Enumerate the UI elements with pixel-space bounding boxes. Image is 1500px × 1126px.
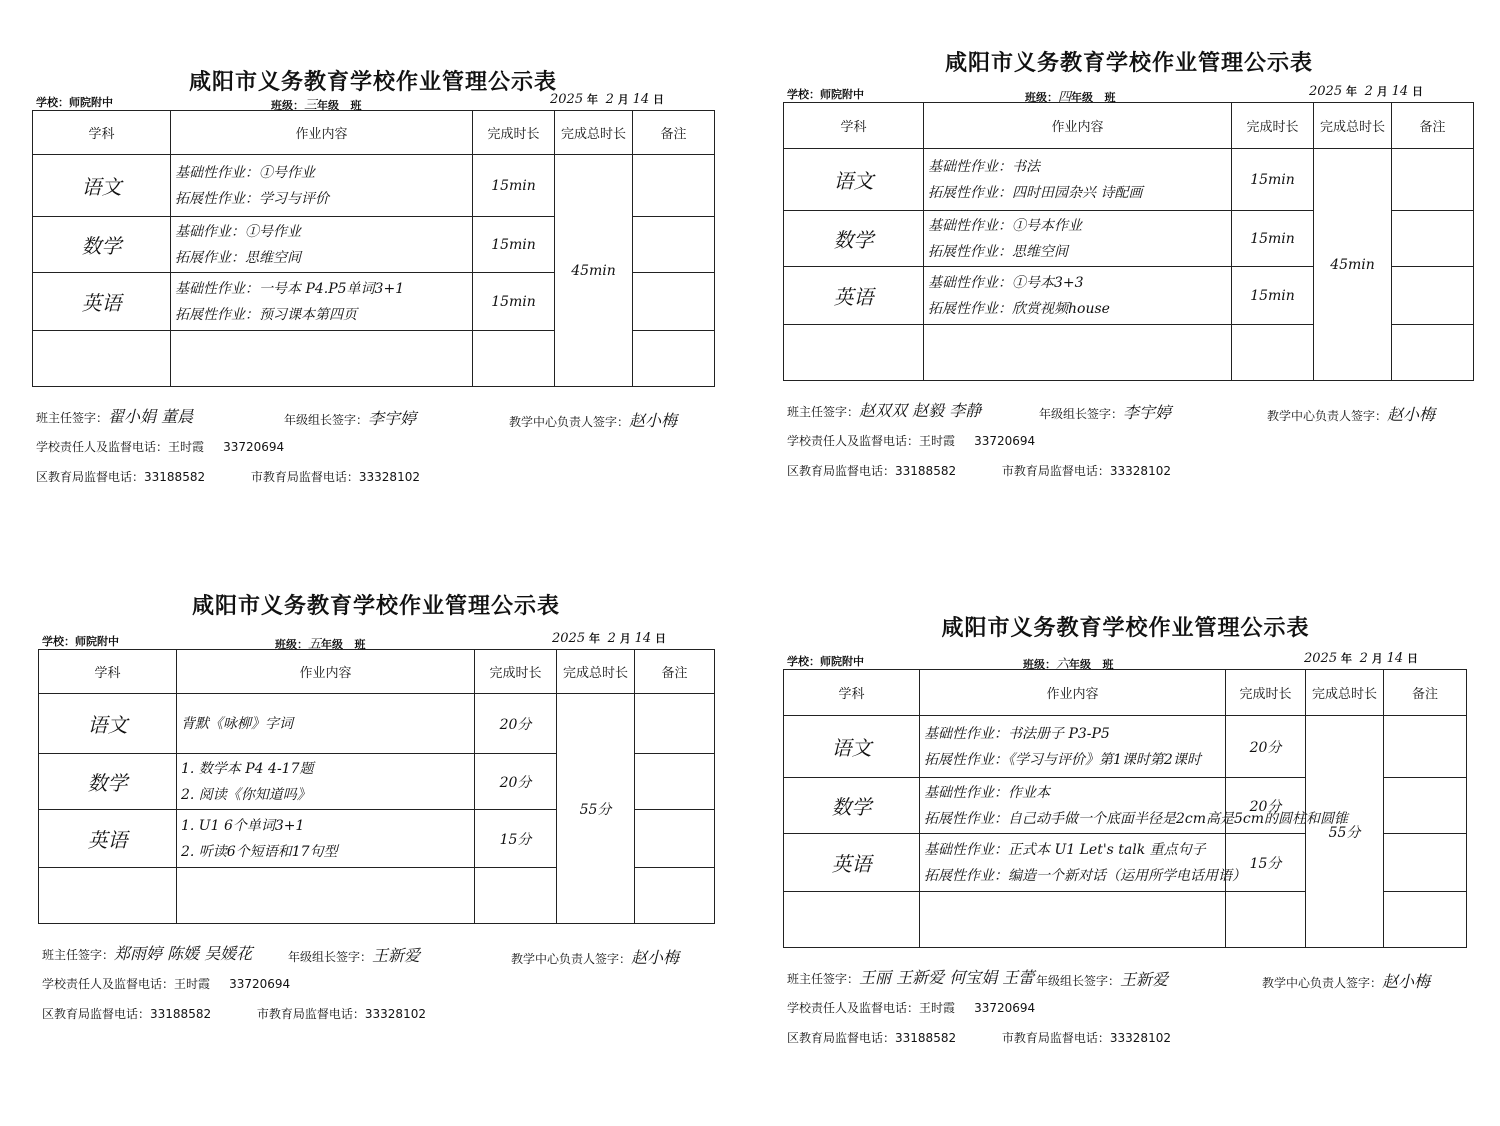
grade-value: 三 [304,98,318,113]
district-phone-label: 区教育局监督电话： [36,470,145,484]
content-line: 拓展性作业：自己动手做一个底面半径是2cm高是5cm的圆柱和圆锥 [924,810,1349,827]
table-header-row [784,103,1474,149]
school-field [787,86,864,102]
grade-leader-label: 年级组长签字： [1036,974,1121,988]
header-total: 完成总时长 [555,111,633,155]
content-cell [171,273,473,331]
school-value: 师院附中 [820,655,864,668]
head-teacher-label: 班主任签字： [42,948,115,962]
header-subject: 学科 [39,650,177,694]
date-year: 2025 [1304,651,1338,666]
duration-cell: 20分 [475,694,557,754]
table-row [33,155,715,217]
date-month: 2 [1359,651,1368,666]
grade-leader-field [1036,967,1168,990]
head-teacher-label: 班主任签字： [787,972,860,986]
signature-line [787,965,1034,988]
school-label: 学校： [36,96,69,109]
duration-cell: 20分 [475,754,557,810]
table-row [784,149,1474,211]
grade-leader-signature: 李宇婷 [1123,403,1172,422]
content-line: 基础性作业：①号本3+3 [928,274,1084,291]
supervisor-label: 学校责任人及监督电话： [787,434,920,448]
header-duration: 完成时长 [1226,670,1306,716]
content-line: 拓展性作业：编造一个新对话（运用所学电话用语） [924,867,1246,884]
grade-leader-signature: 王新爱 [1120,970,1169,989]
duration-cell: 15min [473,273,555,331]
grade-suffix: 年级 [321,638,344,651]
head-teacher-signature: 王丽 王新爱 何宝娟 王蕾 [859,968,1035,987]
class-suffix: 班 [354,638,366,651]
center-leader-field [511,945,679,968]
district-phone: 33188582 [150,1007,212,1021]
grade-leader-field [284,406,416,429]
district-phone: 33188582 [895,464,957,478]
header-remark: 备注 [1384,670,1467,716]
head-teacher-label: 班主任签字： [787,405,860,419]
homework-table [32,110,715,387]
city-phone: 33328102 [358,470,420,484]
content-cell [171,217,473,273]
duration-cell: 15分 [1226,834,1306,892]
grade-value: 六 [1056,657,1070,672]
content-line: 2. 阅读《你知道吗》 [181,786,311,803]
remark-cell [1384,834,1467,892]
date-day: 14 [1386,651,1404,666]
date-field [1309,83,1423,99]
content-line: 1. 数学本 P4 4-17题 [181,760,314,777]
supervisor-line [787,999,1035,1016]
school-field [787,653,864,669]
year-unit: 年 [1345,85,1357,98]
content-line: 拓展性作业：学习与评价 [175,190,329,207]
district-phone-label: 区教育局监督电话： [787,464,896,478]
subject-cell: 数学 [39,754,177,810]
grade-leader-label: 年级组长签字： [288,950,373,964]
grade-value: 四 [1058,90,1072,105]
content-line: 基础性作业：正式本 U1 Let's talk 重点句子 [924,841,1206,858]
total-cell: 45min [555,155,633,387]
city-phone-label: 市教育局监督电话： [1001,464,1110,478]
day-unit: 日 [1406,652,1418,665]
total-cell: 55分 [1306,716,1384,948]
duration-cell: 15min [1232,267,1314,325]
remark-cell [1392,211,1474,267]
class-suffix: 班 [1104,91,1116,104]
city-phone: 33328102 [1109,1031,1171,1045]
school-field [36,94,113,110]
homework-sheet [38,585,714,1045]
empty-cell [1384,892,1467,948]
empty-cell [39,868,177,924]
content-line: 拓展性作业：思维空间 [928,243,1068,260]
table-header-row [784,670,1467,716]
date-day: 14 [632,92,650,107]
subject-cell: 英语 [784,267,924,325]
content-line: 基础性作业：一号本 P4.P5单词3+1 [175,280,405,297]
subject-cell: 英语 [784,834,920,892]
head-teacher-label: 班主任签字： [36,411,109,425]
class-label: 班级： [271,99,304,112]
subject-cell: 语文 [33,155,171,217]
grade-leader-label: 年级组长签字： [1039,407,1124,421]
school-value: 师院附中 [820,88,864,101]
content-line: 基础作业：①号作业 [175,223,301,240]
date-month: 2 [607,631,616,646]
date-year: 2025 [1309,84,1343,99]
empty-cell [635,868,715,924]
center-leader-label: 教学中心负责人签字： [509,415,630,429]
supervisor-line [42,975,290,992]
supervisor-name: 王时霞 [919,434,956,448]
district-phone-label: 区教育局监督电话： [42,1007,151,1021]
header-content: 作业内容 [924,103,1232,149]
header-total: 完成总时长 [1314,103,1392,149]
month-unit: 月 [617,93,629,106]
content-line: 拓展性作业：四时田园杂兴 诗配画 [928,184,1143,201]
head-teacher-signature: 赵双双 赵毅 李静 [859,401,982,420]
supervisor-label: 学校责任人及监督电话： [36,440,169,454]
center-leader-signature: 赵小梅 [1382,972,1431,991]
remark-cell [1384,778,1467,834]
head-teacher-signature: 郑雨婷 陈媛 吴媛花 [114,944,253,963]
supervisor-name: 王时霞 [168,440,205,454]
school-field [42,633,119,649]
phone-line [787,462,1171,479]
table-row [39,694,715,754]
school-label: 学校： [787,655,820,668]
table-row [784,716,1467,778]
empty-cell [924,325,1232,381]
center-leader-label: 教学中心负责人签字： [1262,976,1383,990]
subject-cell: 数学 [784,778,920,834]
class-label: 班级： [275,638,308,651]
header-content: 作业内容 [177,650,475,694]
date-day: 14 [634,631,652,646]
total-cell: 45min [1314,149,1392,381]
school-value: 师院附中 [75,635,119,648]
class-label: 班级： [1025,91,1058,104]
year-unit: 年 [1340,652,1352,665]
header-remark: 备注 [1392,103,1474,149]
content-line: 基础性作业：书法 [928,158,1040,175]
date-month: 2 [1364,84,1373,99]
district-phone: 33188582 [895,1031,957,1045]
date-field [552,630,666,646]
date-day: 14 [1391,84,1409,99]
empty-cell [473,331,555,387]
content-cell [924,149,1232,211]
content-line: 背默《咏柳》字词 [181,715,293,732]
content-cell [177,694,475,754]
remark-cell [633,217,715,273]
class-suffix: 班 [1102,658,1114,671]
sheet-title: 咸阳市义务教育学校作业管理公示表 [188,70,557,95]
signature-line [787,398,981,421]
city-phone-label: 市教育局监督电话： [250,470,359,484]
subject-cell: 语文 [784,149,924,211]
month-unit: 月 [1376,85,1388,98]
homework-sheet [783,607,1468,1067]
city-phone: 33328102 [1109,464,1171,478]
header-subject: 学科 [784,103,924,149]
empty-cell [633,331,715,387]
phone-line [787,1029,1171,1046]
duration-cell: 15min [1232,211,1314,267]
city-phone-label: 市教育局监督电话： [1001,1031,1110,1045]
head-teacher-signature: 翟小娟 董晨 [108,407,194,426]
empty-cell [1392,325,1474,381]
supervisor-line [36,438,284,455]
header-subject: 学科 [33,111,171,155]
remark-cell [635,810,715,868]
duration-cell: 15min [473,217,555,273]
header-total: 完成总时长 [557,650,635,694]
content-cell [924,211,1232,267]
supervisor-line [787,432,1035,449]
duration-cell: 15min [473,155,555,217]
center-leader-signature: 赵小梅 [629,411,678,430]
content-line: 基础性作业：①号本作业 [928,217,1082,234]
duration-cell: 20分 [1226,716,1306,778]
homework-table [783,669,1467,948]
header-duration: 完成时长 [473,111,555,155]
homework-sheet [32,45,714,505]
grade-leader-field [1039,400,1171,423]
grade-value: 五 [308,637,322,652]
homework-table [38,649,715,924]
empty-cell [784,892,920,948]
empty-cell [1226,892,1306,948]
duration-cell: 15分 [475,810,557,868]
month-unit: 月 [1371,652,1383,665]
school-value: 师院附中 [69,96,113,109]
empty-cell [177,868,475,924]
content-line: 拓展作业：思维空间 [175,249,301,266]
content-line: 1. U1 6个单词3+1 [181,817,305,834]
header-content: 作业内容 [171,111,473,155]
center-leader-label: 教学中心负责人签字： [511,952,632,966]
center-leader-field [1262,969,1430,992]
homework-sheet [783,40,1475,500]
supervisor-name: 王时霞 [174,977,211,991]
empty-cell [475,868,557,924]
content-line: 拓展性作业：欣赏视频house [928,300,1110,317]
sheet-title: 咸阳市义务教育学校作业管理公示表 [944,51,1313,76]
grade-leader-label: 年级组长签字： [284,413,369,427]
duration-cell: 15min [1232,149,1314,211]
district-phone-label: 区教育局监督电话： [787,1031,896,1045]
header-content: 作业内容 [920,670,1226,716]
grade-leader-signature: 李宇婷 [368,409,417,428]
subject-cell: 语文 [39,694,177,754]
month-unit: 月 [619,632,631,645]
remark-cell [1392,267,1474,325]
day-unit: 日 [1411,85,1423,98]
supervisor-label: 学校责任人及监督电话： [42,977,175,991]
district-phone: 33188582 [144,470,206,484]
subject-cell: 数学 [784,211,924,267]
date-field [1304,650,1418,666]
grade-leader-signature: 王新爱 [372,946,421,965]
empty-cell [171,331,473,387]
content-line: 拓展性作业：《学习与评价》第1课时第2课时 [924,751,1201,768]
subject-cell: 数学 [33,217,171,273]
center-leader-label: 教学中心负责人签字： [1267,409,1388,423]
sheet-title: 咸阳市义务教育学校作业管理公示表 [191,594,560,619]
empty-cell [33,331,171,387]
content-line: 基础性作业：书法册子 P3-P5 [924,725,1110,742]
class-label: 班级： [1023,658,1056,671]
subject-cell: 语文 [784,716,920,778]
center-leader-field [1267,402,1435,425]
supervisor-phone: 33720694 [974,434,1036,448]
supervisor-name: 王时霞 [919,1001,956,1015]
date-month: 2 [605,92,614,107]
content-cell [177,810,475,868]
remark-cell [633,155,715,217]
date-year: 2025 [550,92,584,107]
supervisor-phone: 33720694 [229,977,291,991]
remark-cell [1384,716,1467,778]
sheet-title: 咸阳市义务教育学校作业管理公示表 [941,616,1310,641]
table-header-row [33,111,715,155]
empty-cell [1232,325,1314,381]
supervisor-phone: 33720694 [223,440,285,454]
total-cell: 55分 [557,694,635,924]
content-cell [920,716,1226,778]
content-cell [920,834,1246,892]
header-subject: 学科 [784,670,920,716]
grade-suffix: 年级 [1071,91,1094,104]
day-unit: 日 [654,632,666,645]
header-remark: 备注 [633,111,715,155]
year-unit: 年 [586,93,598,106]
empty-cell [784,325,924,381]
school-label: 学校： [42,635,75,648]
subject-cell: 英语 [33,273,171,331]
signature-line [36,404,193,427]
table-header-row [39,650,715,694]
duration-cell: 20分 [1226,778,1306,834]
remark-cell [1392,149,1474,211]
year-unit: 年 [588,632,600,645]
content-line: 拓展性作业：预习课本第四页 [175,306,357,323]
phone-line [36,468,420,485]
center-leader-signature: 赵小梅 [631,948,680,967]
content-line: 基础性作业：作业本 [924,784,1050,801]
center-leader-field [509,408,677,431]
grade-suffix: 年级 [1069,658,1092,671]
remark-cell [635,754,715,810]
phone-line [42,1005,426,1022]
class-suffix: 班 [350,99,362,112]
homework-table [783,102,1474,381]
date-year: 2025 [552,631,586,646]
empty-cell [920,892,1226,948]
content-line: 2. 听读6个短语和17句型 [181,843,338,860]
grade-leader-field [288,943,420,966]
content-cell [177,754,475,810]
header-duration: 完成时长 [475,650,557,694]
content-cell [924,267,1232,325]
remark-cell [635,694,715,754]
city-phone: 33328102 [364,1007,426,1021]
content-line: 基础性作业：①号作业 [175,164,315,181]
grade-suffix: 年级 [317,99,340,112]
content-cell [171,155,473,217]
city-phone-label: 市教育局监督电话： [256,1007,365,1021]
supervisor-phone: 33720694 [974,1001,1036,1015]
school-label: 学校： [787,88,820,101]
signature-line [42,941,252,964]
date-field [550,91,664,107]
supervisor-label: 学校责任人及监督电话： [787,1001,920,1015]
day-unit: 日 [652,93,664,106]
subject-cell: 英语 [39,810,177,868]
remark-cell [633,273,715,331]
header-total: 完成总时长 [1306,670,1384,716]
header-remark: 备注 [635,650,715,694]
center-leader-signature: 赵小梅 [1387,405,1436,424]
header-duration: 完成时长 [1232,103,1314,149]
